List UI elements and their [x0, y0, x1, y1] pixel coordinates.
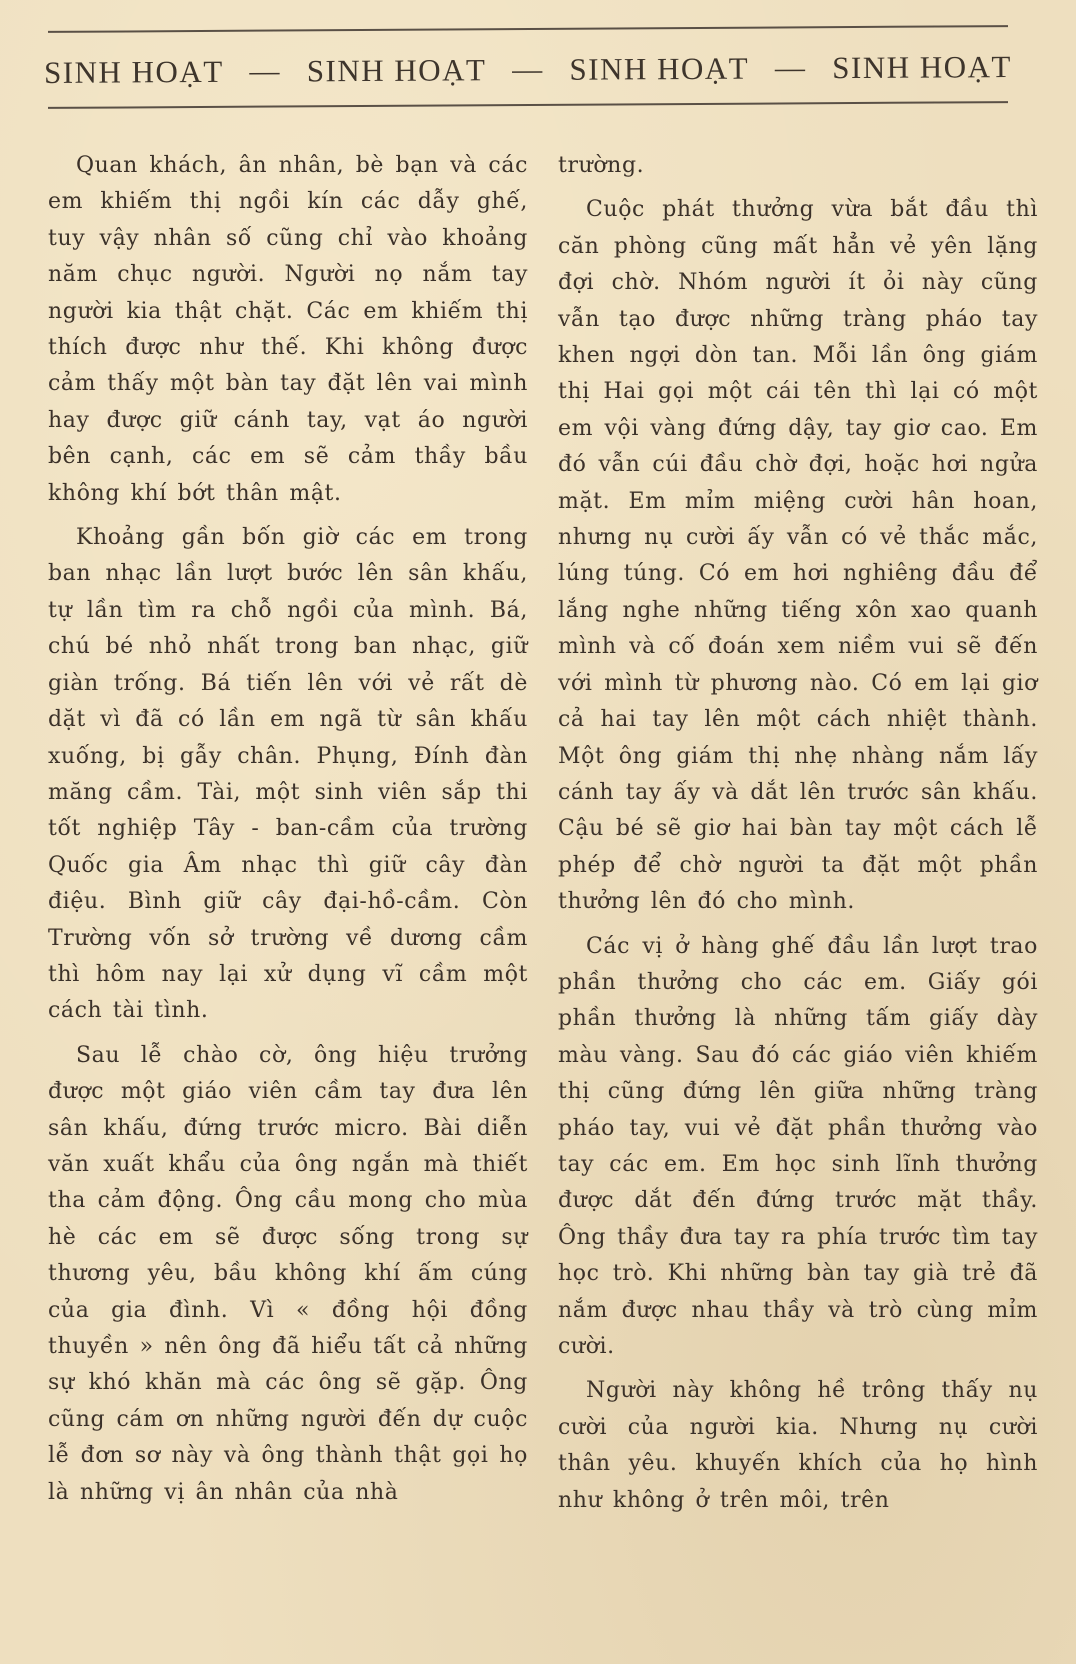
header-title-1: SINH HOẠT: [43, 53, 224, 90]
article-columns: [48, 148, 1038, 1618]
paragraph-continuation: trường.: [558, 153, 645, 178]
paragraph: Khoảng gần bốn giờ các em trong ban nhạc lần lượt bước lên sân khấu, tự lần tìm ra chỗ ngồi của mình. Bá, chú bé nhỏ nhất trong ban nhạc, giữ giàn trống. Bá tiến lên với vẻ rất dè dặt vì đã có lần em ngã từ sân khấu xuống, bị gẫy chân. Phụng, Đính đàn măng cầm. Tài, một sinh viên sắp thi tốt nghiệp Tây - ban-cầm của trường Quốc gia Âm nhạc thì giữ cây đàn điệu. Bình giữ cây đại-hồ-cầm. Còn Trường vốn sở trường về dương cầm thì hôm nay lại xử dụng vĩ cầm một cách tài tình.: [48, 525, 528, 1024]
paragraph: Người này không hề trông thấy nụ cười của người kia. Nhưng nụ cười thân yêu. khuyến khích của họ hình như không ở trên môi, trên: [558, 1378, 1038, 1513]
header-title-3: SINH HOẠT: [569, 50, 750, 87]
section-header: [44, 35, 1012, 105]
paragraph: Sau lễ chào cờ, ông hiệu trưởng được một giáo viên cầm tay đưa lên sân khấu, đứng trước micro. Bài diễn văn xuất khẩu của ông ngắn mà thiết tha cảm động. Ông cầu mong cho mùa hè các em sẽ được sống trong sự thương yêu, bầu không khí ấm cúng của gia đình. Vì « đồng hội đồng thuyền » nên ông đã hiểu tất cả những sự khó khăn mà các ông sẽ gặp. Ông cũng cám ơn những người đến dự cuộc lễ đơn sơ này và ông thành thật gọi họ là những vị ân nhân của nhà: [48, 1042, 528, 1505]
header-separator: —: [512, 52, 544, 87]
left-column: [48, 148, 528, 1618]
paragraph: Các vị ở hàng ghế đầu lần lượt trao phần thưởng cho các em. Giấy gói phần thưởng là những tấm giấy dày màu vàng. Sau đó các giáo viên khiếm thị cũng đứng lên giữa những tràng pháo tay, vui vẻ đặt phần thưởng vào tay các em. Em học sinh lĩnh thưởng được dắt đến đứng trước mặt thầy. Ông thầy đưa tay ra phía trước tìm tay học trò. Khi những bàn tay già trẻ đã nắm được nhau thầy và trò cùng mỉm cười.: [558, 933, 1038, 1359]
header-separator: —: [774, 51, 807, 85]
paragraph: Cuộc phát thưởng vừa bắt đầu thì căn phòng cũng mất hẳn vẻ yên lặng đợi chờ. Nhóm người ít ỏi này cũng vẫn tạo được những tràng pháo tay khen ngợi dòn tan. Mỗi lần ông giám thị Hai gọi một cái tên thì lại có một em vội vàng đứng dậy, tay giơ cao. Em đó vẫn cúi đầu chờ đợi, hoặc hơi ngửa mặt. Em mỉm miệng cười hân hoan, nhưng nụ cười ấy vẫn có vẻ thắc mắc, lúng túng. Có em hơi nghiêng đầu để lắng nghe những tiếng xôn xao quanh mình và cố đoán xem niềm vui sẽ đến với mình từ phương nào. Có em lại giơ cả hai tay lên một cách nhiệt thành. Một ông giám thị nhẹ nhàng nắm lấy cánh tay ấy và dắt lên trước sân khấu. Cậu bé sẽ giơ hai bàn tay một cách lễ phép để chờ người ta đặt một phần thưởng lên đó cho mình.: [558, 197, 1038, 915]
header-separator: —: [249, 54, 282, 88]
paragraph: Quan khách, ân nhân, bè bạn và các em khiếm thị ngồi kín các dẫy ghế, tuy vậy nhân số cũng chỉ vào khoảng năm chục người. Người nọ nắm tay người kia thật chặt. Các em khiếm thị thích được như thế. Khi không được cảm thấy một bàn tay đặt lên vai mình hay được giữ cánh tay, vạt áo người bên cạnh, các em sẽ cảm thầy bầu không khí bớt thân mật.: [48, 153, 528, 506]
header-title-4: SINH HOẠT: [832, 49, 1013, 86]
right-column: [558, 148, 1038, 1618]
header-top-rule: [48, 25, 1008, 33]
header-title-2: SINH HOẠT: [306, 52, 487, 89]
